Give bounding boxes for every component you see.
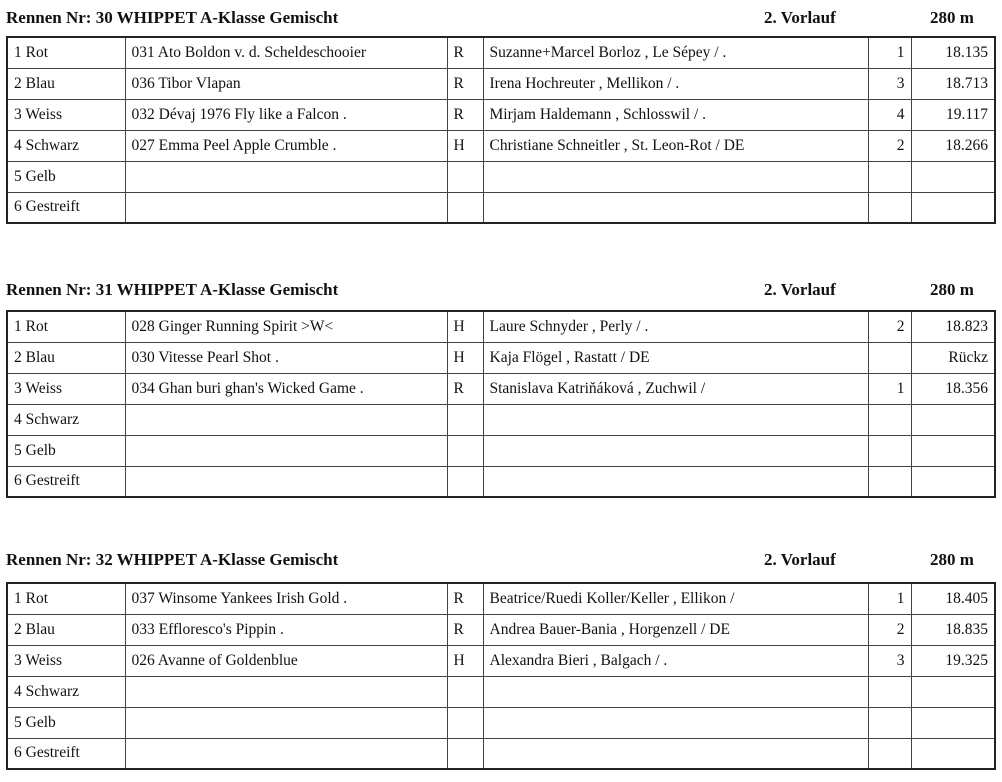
- time-cell: 18.135: [911, 37, 995, 68]
- time-cell: 19.325: [911, 645, 995, 676]
- box-cell: 4 Schwarz: [7, 130, 125, 161]
- place-cell: 1: [868, 37, 911, 68]
- time-cell: Rückz: [911, 342, 995, 373]
- table-row: [7, 645, 995, 676]
- owner-cell: Beatrice/Ruedi Koller/Keller , Ellikon /: [483, 583, 868, 614]
- time-cell: [911, 161, 995, 192]
- box-cell: 6 Gestreift: [7, 466, 125, 497]
- dog-cell: 033 Effloresco's Pippin .: [125, 614, 447, 645]
- place-cell: 1: [868, 373, 911, 404]
- sex-cell: H: [447, 311, 483, 342]
- dog-cell: 034 Ghan buri ghan's Wicked Game .: [125, 373, 447, 404]
- owner-cell: Andrea Bauer-Bania , Horgenzell / DE: [483, 614, 868, 645]
- place-cell: 2: [868, 311, 911, 342]
- box-cell: 1 Rot: [7, 37, 125, 68]
- table-row: [7, 707, 995, 738]
- table-row: [7, 342, 995, 373]
- dog-cell: [125, 738, 447, 769]
- entries-table: [6, 36, 996, 224]
- box-cell: 1 Rot: [7, 583, 125, 614]
- sex-cell: [447, 676, 483, 707]
- box-cell: 5 Gelb: [7, 707, 125, 738]
- box-cell: 3 Weiss: [7, 645, 125, 676]
- place-cell: 3: [868, 68, 911, 99]
- race-title: Rennen Nr: 31 WHIPPET A-Klasse Gemischt: [6, 280, 339, 299]
- dog-cell: [125, 161, 447, 192]
- heat-label: 2. Vorlauf: [764, 8, 836, 27]
- dog-cell: 032 Dévaj 1976 Fly like a Falcon .: [125, 99, 447, 130]
- dog-cell: 026 Avanne of Goldenblue: [125, 645, 447, 676]
- place-cell: [868, 466, 911, 497]
- place-cell: [868, 738, 911, 769]
- sex-cell: H: [447, 342, 483, 373]
- table-row: [7, 130, 995, 161]
- race-block-30: [0, 4, 1002, 216]
- owner-cell: Kaja Flögel , Rastatt / DE: [483, 342, 868, 373]
- dog-cell: 037 Winsome Yankees Irish Gold .: [125, 583, 447, 614]
- time-cell: [911, 192, 995, 223]
- dog-cell: 027 Emma Peel Apple Crumble .: [125, 130, 447, 161]
- place-cell: 4: [868, 99, 911, 130]
- owner-cell: [483, 435, 868, 466]
- dog-cell: [125, 466, 447, 497]
- owner-cell: Stanislava Katriňáková , Zuchwil /: [483, 373, 868, 404]
- sex-cell: R: [447, 68, 483, 99]
- heat-label: 2. Vorlauf: [764, 550, 836, 569]
- time-cell: 19.117: [911, 99, 995, 130]
- owner-cell: [483, 707, 868, 738]
- table-row: [7, 311, 995, 342]
- dog-cell: 030 Vitesse Pearl Shot .: [125, 342, 447, 373]
- time-cell: [911, 676, 995, 707]
- owner-cell: [483, 161, 868, 192]
- box-cell: 3 Weiss: [7, 373, 125, 404]
- time-cell: [911, 466, 995, 497]
- race-title: Rennen Nr: 32 WHIPPET A-Klasse Gemischt: [6, 550, 339, 569]
- time-cell: 18.405: [911, 583, 995, 614]
- dog-cell: [125, 192, 447, 223]
- table-row: [7, 614, 995, 645]
- place-cell: [868, 676, 911, 707]
- time-cell: 18.823: [911, 311, 995, 342]
- place-cell: [868, 404, 911, 435]
- dog-cell: [125, 707, 447, 738]
- place-cell: 1: [868, 583, 911, 614]
- table-row: [7, 738, 995, 769]
- race-header: [0, 276, 1002, 304]
- entries-table: [6, 582, 996, 770]
- box-cell: 6 Gestreift: [7, 738, 125, 769]
- sex-cell: R: [447, 583, 483, 614]
- table-row: [7, 99, 995, 130]
- time-cell: [911, 435, 995, 466]
- box-cell: 4 Schwarz: [7, 404, 125, 435]
- time-cell: 18.356: [911, 373, 995, 404]
- owner-cell: Alexandra Bieri , Balgach / .: [483, 645, 868, 676]
- owner-cell: Laure Schnyder , Perly / .: [483, 311, 868, 342]
- owner-cell: Suzanne+Marcel Borloz , Le Sépey / .: [483, 37, 868, 68]
- owner-cell: [483, 192, 868, 223]
- table-row: [7, 68, 995, 99]
- entries-table: [6, 310, 996, 498]
- dog-cell: [125, 676, 447, 707]
- race-header: [0, 546, 1002, 574]
- distance-label: 280 m: [930, 280, 974, 299]
- box-cell: 6 Gestreift: [7, 192, 125, 223]
- sex-cell: [447, 435, 483, 466]
- owner-cell: Christiane Schneitler , St. Leon-Rot / DE: [483, 130, 868, 161]
- dog-cell: 036 Tibor Vlapan: [125, 68, 447, 99]
- place-cell: [868, 435, 911, 466]
- box-cell: 2 Blau: [7, 614, 125, 645]
- owner-cell: [483, 738, 868, 769]
- dog-cell: [125, 404, 447, 435]
- sex-cell: [447, 707, 483, 738]
- place-cell: 3: [868, 645, 911, 676]
- box-cell: 5 Gelb: [7, 435, 125, 466]
- sex-cell: R: [447, 614, 483, 645]
- table-row: [7, 466, 995, 497]
- sex-cell: [447, 192, 483, 223]
- dog-cell: [125, 435, 447, 466]
- table-row: [7, 676, 995, 707]
- table-row: [7, 373, 995, 404]
- race-block-31: [0, 276, 1002, 490]
- sex-cell: H: [447, 130, 483, 161]
- dog-cell: 028 Ginger Running Spirit >W<: [125, 311, 447, 342]
- box-cell: 2 Blau: [7, 68, 125, 99]
- time-cell: [911, 738, 995, 769]
- table-row: [7, 404, 995, 435]
- place-cell: [868, 342, 911, 373]
- race-title: Rennen Nr: 30 WHIPPET A-Klasse Gemischt: [6, 8, 339, 27]
- place-cell: 2: [868, 614, 911, 645]
- dog-cell: 031 Ato Boldon v. d. Scheldeschooier: [125, 37, 447, 68]
- place-cell: 2: [868, 130, 911, 161]
- distance-label: 280 m: [930, 8, 974, 27]
- box-cell: 3 Weiss: [7, 99, 125, 130]
- distance-label: 280 m: [930, 550, 974, 569]
- owner-cell: [483, 404, 868, 435]
- sex-cell: R: [447, 373, 483, 404]
- table-row: [7, 192, 995, 223]
- place-cell: [868, 192, 911, 223]
- time-cell: 18.713: [911, 68, 995, 99]
- box-cell: 2 Blau: [7, 342, 125, 373]
- box-cell: 4 Schwarz: [7, 676, 125, 707]
- box-cell: 1 Rot: [7, 311, 125, 342]
- table-row: [7, 435, 995, 466]
- sex-cell: R: [447, 99, 483, 130]
- sex-cell: [447, 161, 483, 192]
- owner-cell: Mirjam Haldemann , Schlosswil / .: [483, 99, 868, 130]
- time-cell: [911, 707, 995, 738]
- sex-cell: [447, 466, 483, 497]
- sex-cell: H: [447, 645, 483, 676]
- heat-label: 2. Vorlauf: [764, 280, 836, 299]
- table-row: [7, 37, 995, 68]
- time-cell: 18.266: [911, 130, 995, 161]
- owner-cell: Irena Hochreuter , Mellikon / .: [483, 68, 868, 99]
- owner-cell: [483, 676, 868, 707]
- sex-cell: [447, 404, 483, 435]
- place-cell: [868, 161, 911, 192]
- time-cell: 18.835: [911, 614, 995, 645]
- race-block-32: [0, 546, 1002, 762]
- place-cell: [868, 707, 911, 738]
- race-header: [0, 4, 1002, 32]
- sex-cell: R: [447, 37, 483, 68]
- owner-cell: [483, 466, 868, 497]
- box-cell: 5 Gelb: [7, 161, 125, 192]
- table-row: [7, 583, 995, 614]
- table-row: [7, 161, 995, 192]
- sex-cell: [447, 738, 483, 769]
- time-cell: [911, 404, 995, 435]
